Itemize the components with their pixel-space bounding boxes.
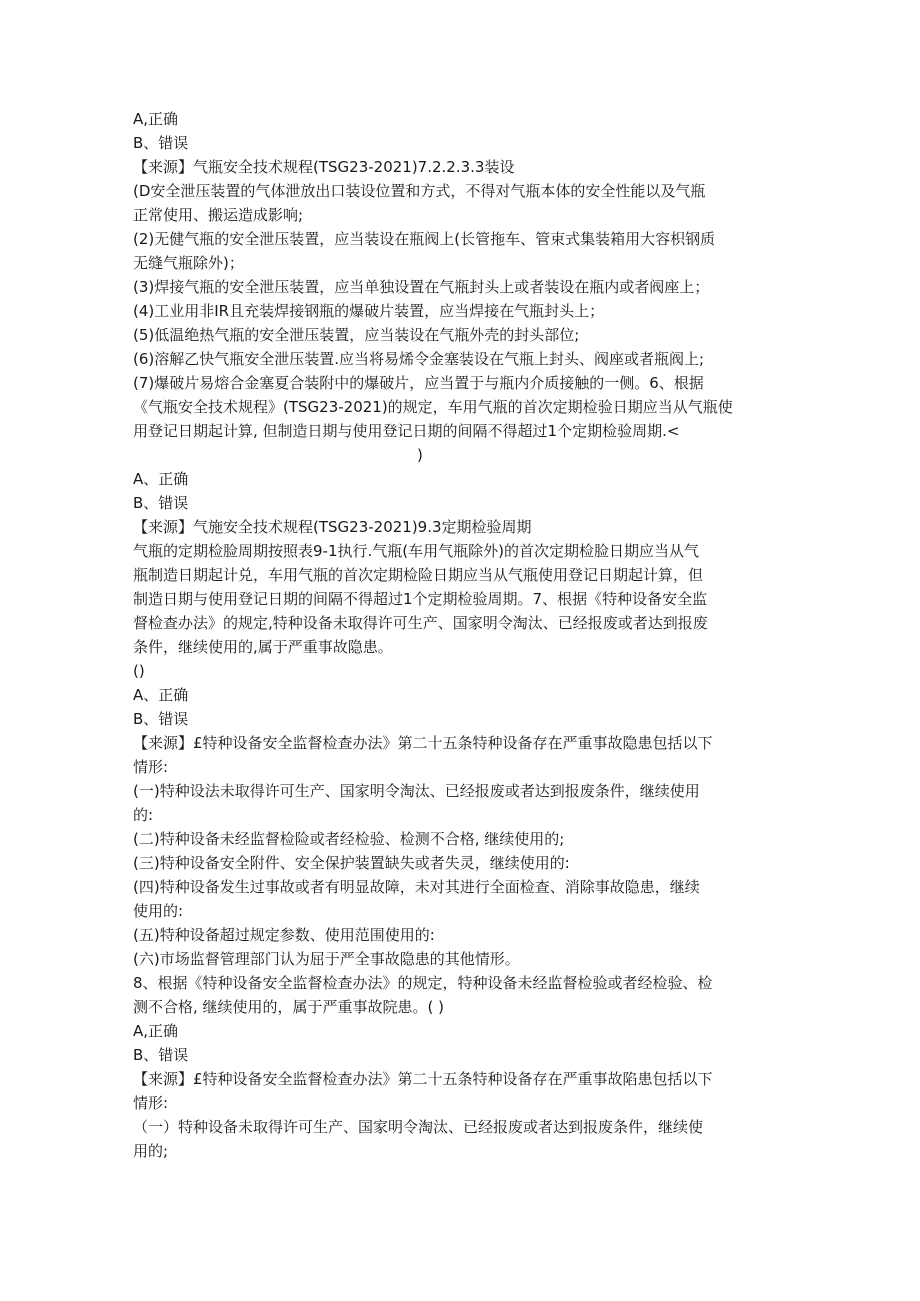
text-line: 瓶制造日期起计兑，车用气瓶的首次定期检险日期应当从气瓶使用登记日期起计算，但 [133,566,704,584]
text-line: 情形: [133,758,169,776]
text-line: 用登记日期起计算, 但制造日期与使用登记日期的间隔不得超过1个定期检验周期.< [133,422,680,440]
text-line: (五)特种设备超过规定参数、使用范围使用的: [133,926,435,944]
document-body [133,107,793,1163]
text-line: B、错误 [133,134,189,152]
text-line: B、错误 [133,1046,189,1064]
text-line: (D安全泄压装置的气体泄放出口装设位置和方式，不得对气瓶本体的安全性能以及气瓶 [133,182,706,200]
text-line: B、错误 [133,710,189,728]
text-line: 条件，继续使用的,属于严重事故隐患。 [133,638,393,656]
text-line: (一)特种设法未取得许可生产、国家明令淘汰、已经报废或者达到报废条件，继续使用 [133,782,700,800]
text-line: A、正确 [133,470,189,488]
text-line: (4)工业用非IR且充装焊接钢瓶的爆破片装置，应当焊接在气瓶封头上； [133,302,605,320]
text-line: 测不合格, 继续使用的，属于严重事故院患。( ) [133,998,445,1016]
text-line: (6)溶解乙快气瓶安全泄压装置.应当将易烯令金塞装设在气瓶上封头、阀座或者瓶阀上; [133,350,705,368]
text-line: （一）特种设备未取得许可生产、国家明令淘汰、已经报废或者达到报废条件，继续使 [133,1118,704,1136]
text-line: 制造日期与使用登记日期的间隔不得超过1个定期检验周期。7、根据《特种设备安全监 [133,590,708,608]
text-line: (四)特种设备发生过事故或者有明显故障，未对其进行全面检查、消除事故隐患，继续 [133,878,700,896]
text-line: 【来源】£特种设备安全监督检查办法》第二十五条特种设备存在严重事故陷患包括以下 [133,1070,713,1088]
text-line: 【来源】气施安全技术规程(TSG23-2021)9.3定期检验周期 [133,518,532,536]
text-line: (2)无健气瓶的安全泄压装置，应当装设在瓶阀上(长管拖车、管束式集装箱用大容枳钢质 [133,230,716,248]
text-line: (六)市场监督管理部门认为屈于严全事故隐患的其他情形。 [133,950,520,968]
text-line: A,正确 [133,110,179,128]
text-line: ) [417,446,423,464]
text-line: A,正确 [133,1022,179,1040]
text-line: (7)爆破片易熔合金塞夏合装附中的爆破片，应当置于与瓶内介质接触的一侧。6、根据 [133,374,704,392]
text-line: 的: [133,806,154,824]
text-line: 气瓶的定期检脸周期按照表9-1执行.气瓶(车用气瓶除外)的首次定期检脸日期应当从气 [133,542,699,560]
text-line: 正常使用、搬运造成影响; [133,206,304,224]
text-line: 用的; [133,1142,169,1160]
text-line: 【来源】气瓶安全技术规程(TSG23-2021)7.2.2.3.3装设 [133,158,515,176]
text-line: (三)特种设备安全附件、安全保护装置缺失或者失灵，继续使用的: [133,854,570,872]
text-line: A、正确 [133,686,189,704]
text-line: 《气瓶安全技术规程》(TSG23-2021)的规定，车用气瓶的首次定期检验日期应当从气瓶使 [133,398,733,416]
text-line: 督检查办法》的规定,特种设备未取得许可生产、国家明令淘汰、已经报废或者达到报废 [133,614,708,632]
text-line: 8、根据《特种设备安全监督检查办法》的规定，特种设备未经监督检验或者经检验、检 [133,974,713,992]
text-line: 情形: [133,1094,169,1112]
text-line: 无缝气瓶除外)； [133,254,244,272]
text-line: () [133,662,145,680]
text-line: 使用的: [133,902,184,920]
text-line: 【来源】£特种设备安全监督检查办法》第二十五条特种设备存在严重事故隐患包括以下 [133,734,713,752]
text-line: B、错误 [133,494,189,512]
text-line: (5)低温绝热气瓶的安全泄压装置，应当装设在气瓶外壳的封头部位; [133,326,580,344]
text-line: (3)焊接气瓶的安全泄压装置，应当单独设置在气瓶封头上或者装设在瓶内或者阀座上； [133,278,710,296]
text-line: (二)特种设备未经监督检险或者经检验、检测不合格, 继续使用的; [133,830,565,848]
